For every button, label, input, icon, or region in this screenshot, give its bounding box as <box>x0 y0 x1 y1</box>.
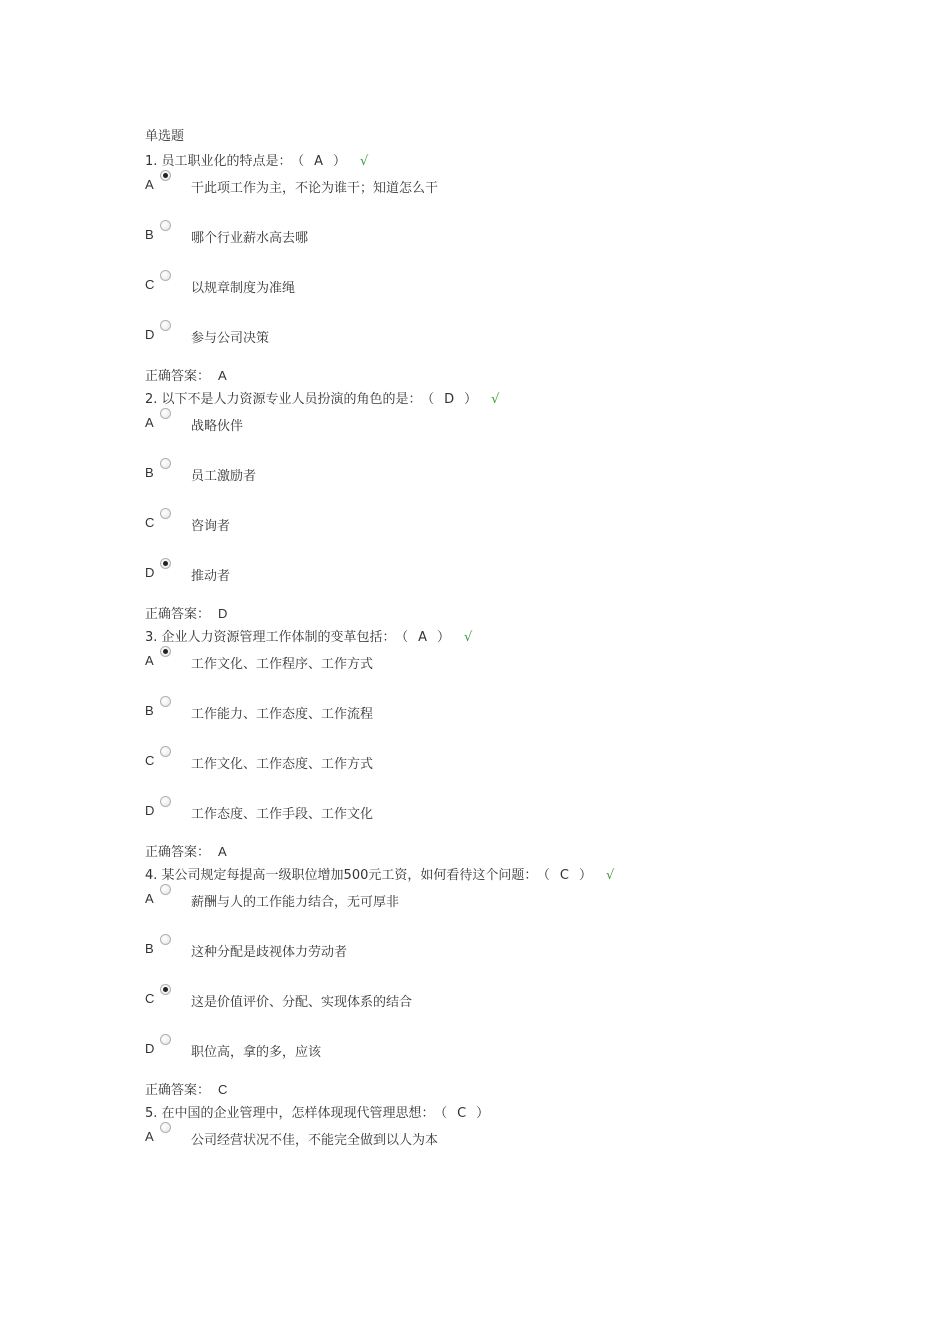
radio-checked-icon[interactable] <box>160 170 171 181</box>
correct-answer-value: D <box>218 606 228 621</box>
option-letter: D <box>145 1041 155 1056</box>
correct-answer-value: C <box>218 1082 228 1097</box>
radio-unchecked-icon[interactable] <box>160 934 171 945</box>
question-list <box>145 152 845 1174</box>
answer-option[interactable] <box>145 172 845 222</box>
option-text: 推动者 <box>191 569 231 584</box>
option-letter: A <box>145 891 154 906</box>
question-text: 员工职业化的特点是： <box>161 154 292 169</box>
check-icon: √ <box>605 868 615 883</box>
answer-option[interactable] <box>145 222 845 272</box>
option-letter: C <box>145 277 155 292</box>
option-letter: A <box>145 415 154 430</box>
answer-option[interactable] <box>145 410 845 460</box>
option-text: 工作文化、工作程序、工作方式 <box>191 657 374 672</box>
option-letter: A <box>145 177 154 192</box>
answer-option[interactable] <box>145 798 845 848</box>
question-line <box>145 1104 845 1124</box>
chosen-answer: D <box>444 392 455 407</box>
option-text: 这是价值评价、分配、实现体系的结合 <box>191 995 413 1010</box>
chosen-answer: C <box>457 1106 467 1121</box>
question-number: 3. <box>145 630 158 645</box>
radio-unchecked-icon[interactable] <box>160 696 171 707</box>
correct-answer-value: A <box>218 368 227 383</box>
option-letter: D <box>145 327 155 342</box>
paren-close: ） <box>464 392 478 407</box>
option-text: 员工激励者 <box>191 469 257 484</box>
paren-close: ） <box>332 154 346 169</box>
question-line <box>145 866 845 886</box>
chosen-answer: C <box>559 868 569 883</box>
question-block <box>145 866 845 1100</box>
radio-checked-icon[interactable] <box>160 646 171 657</box>
paren-open: （ <box>427 392 435 407</box>
chosen-answer: A <box>314 154 323 169</box>
option-letter: A <box>145 1129 154 1144</box>
answer-option[interactable] <box>145 986 845 1036</box>
question-text: 某公司规定每提高一级职位增加500元工资，如何看待这个问题： <box>161 868 538 883</box>
radio-unchecked-icon[interactable] <box>160 220 171 231</box>
answer-option[interactable] <box>145 648 845 698</box>
quiz-page <box>145 127 845 1174</box>
question-number: 5. <box>145 1106 158 1121</box>
option-text: 这种分配是歧视体力劳动者 <box>191 945 348 960</box>
option-text: 公司经营状况不佳，不能完全做到以人为本 <box>191 1133 439 1148</box>
chosen-answer: A <box>418 630 427 645</box>
paren-open: （ <box>297 154 305 169</box>
answer-option[interactable] <box>145 510 845 560</box>
option-text: 参与公司决策 <box>191 331 270 346</box>
option-letter: B <box>145 703 154 718</box>
answer-option[interactable] <box>145 886 845 936</box>
radio-unchecked-icon[interactable] <box>160 508 171 519</box>
radio-checked-icon[interactable] <box>160 558 171 569</box>
answer-option[interactable] <box>145 460 845 510</box>
question-line <box>145 628 845 648</box>
question-block <box>145 1104 845 1174</box>
correct-answer-label: 正确答案： <box>145 607 211 622</box>
question-block <box>145 390 845 624</box>
answer-option[interactable] <box>145 560 845 610</box>
option-text: 工作能力、工作态度、工作流程 <box>191 707 374 722</box>
radio-unchecked-icon[interactable] <box>160 408 171 419</box>
question-number: 2. <box>145 392 158 407</box>
check-icon: √ <box>360 154 369 169</box>
radio-unchecked-icon[interactable] <box>160 270 171 281</box>
radio-checked-icon[interactable] <box>160 984 171 995</box>
option-text: 薪酬与人的工作能力结合，无可厚非 <box>191 895 400 910</box>
option-letter: C <box>145 753 155 768</box>
option-letter: A <box>145 653 154 668</box>
answer-option[interactable] <box>145 1036 845 1086</box>
option-text: 工作文化、工作态度、工作方式 <box>191 757 374 772</box>
paren-close: ） <box>578 868 592 883</box>
answer-option[interactable] <box>145 272 845 322</box>
paren-open: （ <box>440 1106 448 1121</box>
radio-unchecked-icon[interactable] <box>160 746 171 757</box>
answer-option[interactable] <box>145 698 845 748</box>
option-letter: D <box>145 565 155 580</box>
radio-unchecked-icon[interactable] <box>160 884 171 895</box>
radio-unchecked-icon[interactable] <box>160 458 171 469</box>
radio-unchecked-icon[interactable] <box>160 1034 171 1045</box>
question-number: 1. <box>145 154 158 169</box>
paren-close: ） <box>436 630 450 645</box>
correct-answer-label: 正确答案： <box>145 1083 211 1098</box>
question-number: 4. <box>145 868 158 883</box>
section-title: 单选题 <box>145 129 185 144</box>
option-text: 战略伙伴 <box>191 419 244 434</box>
paren-close: ） <box>476 1106 490 1121</box>
option-text: 以规章制度为准绳 <box>191 281 296 296</box>
question-text: 以下不是人力资源专业人员扮演的角色的是： <box>161 392 422 407</box>
answer-option[interactable] <box>145 936 845 986</box>
correct-answer-value: A <box>218 844 227 859</box>
check-icon: √ <box>464 630 473 645</box>
option-text: 哪个行业薪水高去哪 <box>191 231 309 246</box>
question-text: 在中国的企业管理中，怎样体现现代管理思想： <box>161 1106 435 1121</box>
option-text: 干此项工作为主，不论为谁干；知道怎么干 <box>191 181 439 196</box>
option-letter: B <box>145 941 154 956</box>
option-letter: C <box>145 515 155 530</box>
option-text: 咨询者 <box>191 519 231 534</box>
option-text: 工作态度、工作手段、工作文化 <box>191 807 374 822</box>
check-icon: √ <box>491 392 500 407</box>
option-text: 职位高，拿的多，应该 <box>191 1045 322 1060</box>
option-letter: B <box>145 465 154 480</box>
radio-unchecked-icon[interactable] <box>160 796 171 807</box>
option-letter: C <box>145 991 155 1006</box>
correct-answer-label: 正确答案： <box>145 369 211 384</box>
option-letter: D <box>145 803 155 818</box>
radio-unchecked-icon[interactable] <box>160 1122 171 1133</box>
question-text: 企业人力资源管理工作体制的变革包括： <box>161 630 396 645</box>
question-line <box>145 152 845 172</box>
question-block <box>145 628 845 862</box>
answer-option[interactable] <box>145 748 845 798</box>
answer-option[interactable] <box>145 1124 845 1174</box>
option-letter: B <box>145 227 154 242</box>
radio-unchecked-icon[interactable] <box>160 320 171 331</box>
answer-option[interactable] <box>145 322 845 372</box>
paren-open: （ <box>543 868 550 883</box>
paren-open: （ <box>401 630 409 645</box>
correct-answer-label: 正确答案： <box>145 845 211 860</box>
question-block <box>145 152 845 386</box>
question-line <box>145 390 845 410</box>
